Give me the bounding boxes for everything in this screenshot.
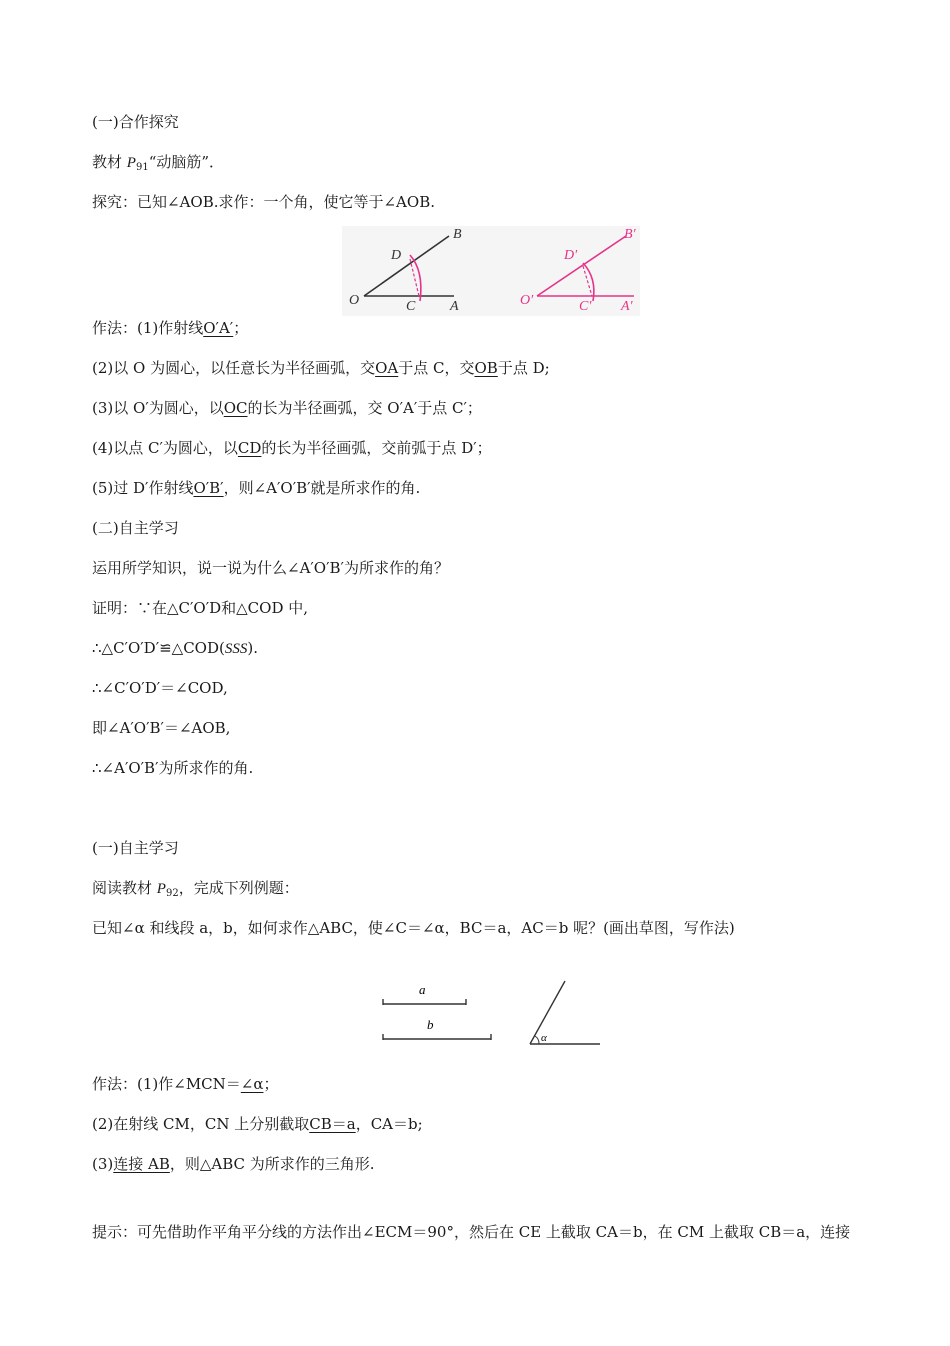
section-heading-self-study: (二)自主学习 (92, 519, 179, 537)
proof-line-2: ∴△C′O′D′≌△COD(SSS). (92, 639, 258, 657)
proof-question: 运用所学知识，说一说为什么∠A′O′B′为所求作的角？ (92, 559, 449, 577)
answer-blank: CD (237, 439, 262, 457)
method2-step-3: (3)连接 AB，则△ABC 为所求作的三角形. (92, 1155, 375, 1173)
answer-blank: O′B′ (193, 479, 224, 497)
proof-line-3: ∴∠C′O′D′＝∠COD, (92, 679, 228, 697)
proof-line-4: 即∠A′O′B′＝∠AOB, (92, 719, 231, 737)
label-d: D (391, 248, 402, 263)
example-problem: 已知∠α 和线段 a，b，如何求作△ABC，使∠C＝∠α，BC＝a，AC＝b 呢？(画出草图，写作法) (92, 919, 735, 937)
label-o: O (349, 293, 360, 308)
answer-blank: O′A′ (203, 319, 234, 337)
reading-instruction: 阅读教材 $P_{92}$，完成下列例题： (92, 879, 299, 899)
answer-blank: OC (223, 399, 248, 417)
method-step-4: (4)以点 C′为圆心，以CD的长为半径画弧，交前弧于点 D′； (92, 439, 492, 457)
label-c: C (406, 299, 416, 314)
label-b-prime: B′ (624, 227, 636, 242)
label-b: B (453, 227, 462, 242)
method-step-5: (5)过 D′作射线O′B′，则∠A′O′B′就是所求作的角. (92, 479, 421, 497)
method2-step-1: 作法：(1)作∠MCN＝∠α； (92, 1075, 279, 1093)
method-step-3: (3)以 O′为圆心，以OC的长为半径画弧，交 O′A′于点 C′； (92, 399, 482, 417)
segment-a (383, 982, 466, 1005)
label-seg-b: b (427, 1017, 434, 1032)
label-o-prime: O′ (520, 293, 534, 308)
proof-line-1: 证明：∵在△C′O′D和△COD 中, (92, 599, 309, 617)
answer-blank: ∠α (240, 1075, 264, 1093)
angle-copy-figure (342, 226, 640, 316)
segments-angle-figure (378, 976, 608, 1050)
section-heading-cooperative: (一)合作探究 (92, 113, 179, 131)
method-step-2: (2)以 O 为圆心，以任意长为半径画弧，交OA于点 C，交OB于点 D; (92, 359, 550, 377)
label-c-prime: C′ (579, 299, 592, 314)
answer-blank: OA (375, 359, 399, 377)
answer-blank: CB＝a (309, 1115, 356, 1133)
label-seg-a: a (419, 982, 426, 997)
segment-b (383, 1017, 491, 1040)
method-step-1: 作法：(1)作射线O′A′； (92, 319, 249, 337)
explore-task: 探究：已知∠AOB.求作：一个角，使它等于∠AOB. (92, 193, 435, 211)
label-a: A (450, 299, 459, 314)
label-a-prime: A′ (621, 299, 633, 314)
method2-step-2: (2)在射线 CM，CN 上分别截取CB＝a，CA＝b; (92, 1115, 423, 1133)
textbook-reference: 教材 $P_{91}“$动脑筋”． (92, 153, 225, 173)
hint-text: 提示：可先借助作平角平分线的方法作出∠ECM＝90°，然后在 CE 上截取 CA＝b，在 CM 上截取 CB＝a，连接 (92, 1223, 851, 1241)
angle-alpha (530, 981, 600, 1044)
proof-line-5: ∴∠A′O′B′为所求作的角. (92, 759, 254, 777)
answer-blank: OB (474, 359, 498, 377)
answer-blank: 连接 AB (113, 1155, 170, 1173)
section-heading-self-study-2: (一)自主学习 (92, 839, 179, 857)
label-d-prime: D′ (564, 248, 578, 263)
label-alpha: α (541, 1032, 547, 1044)
